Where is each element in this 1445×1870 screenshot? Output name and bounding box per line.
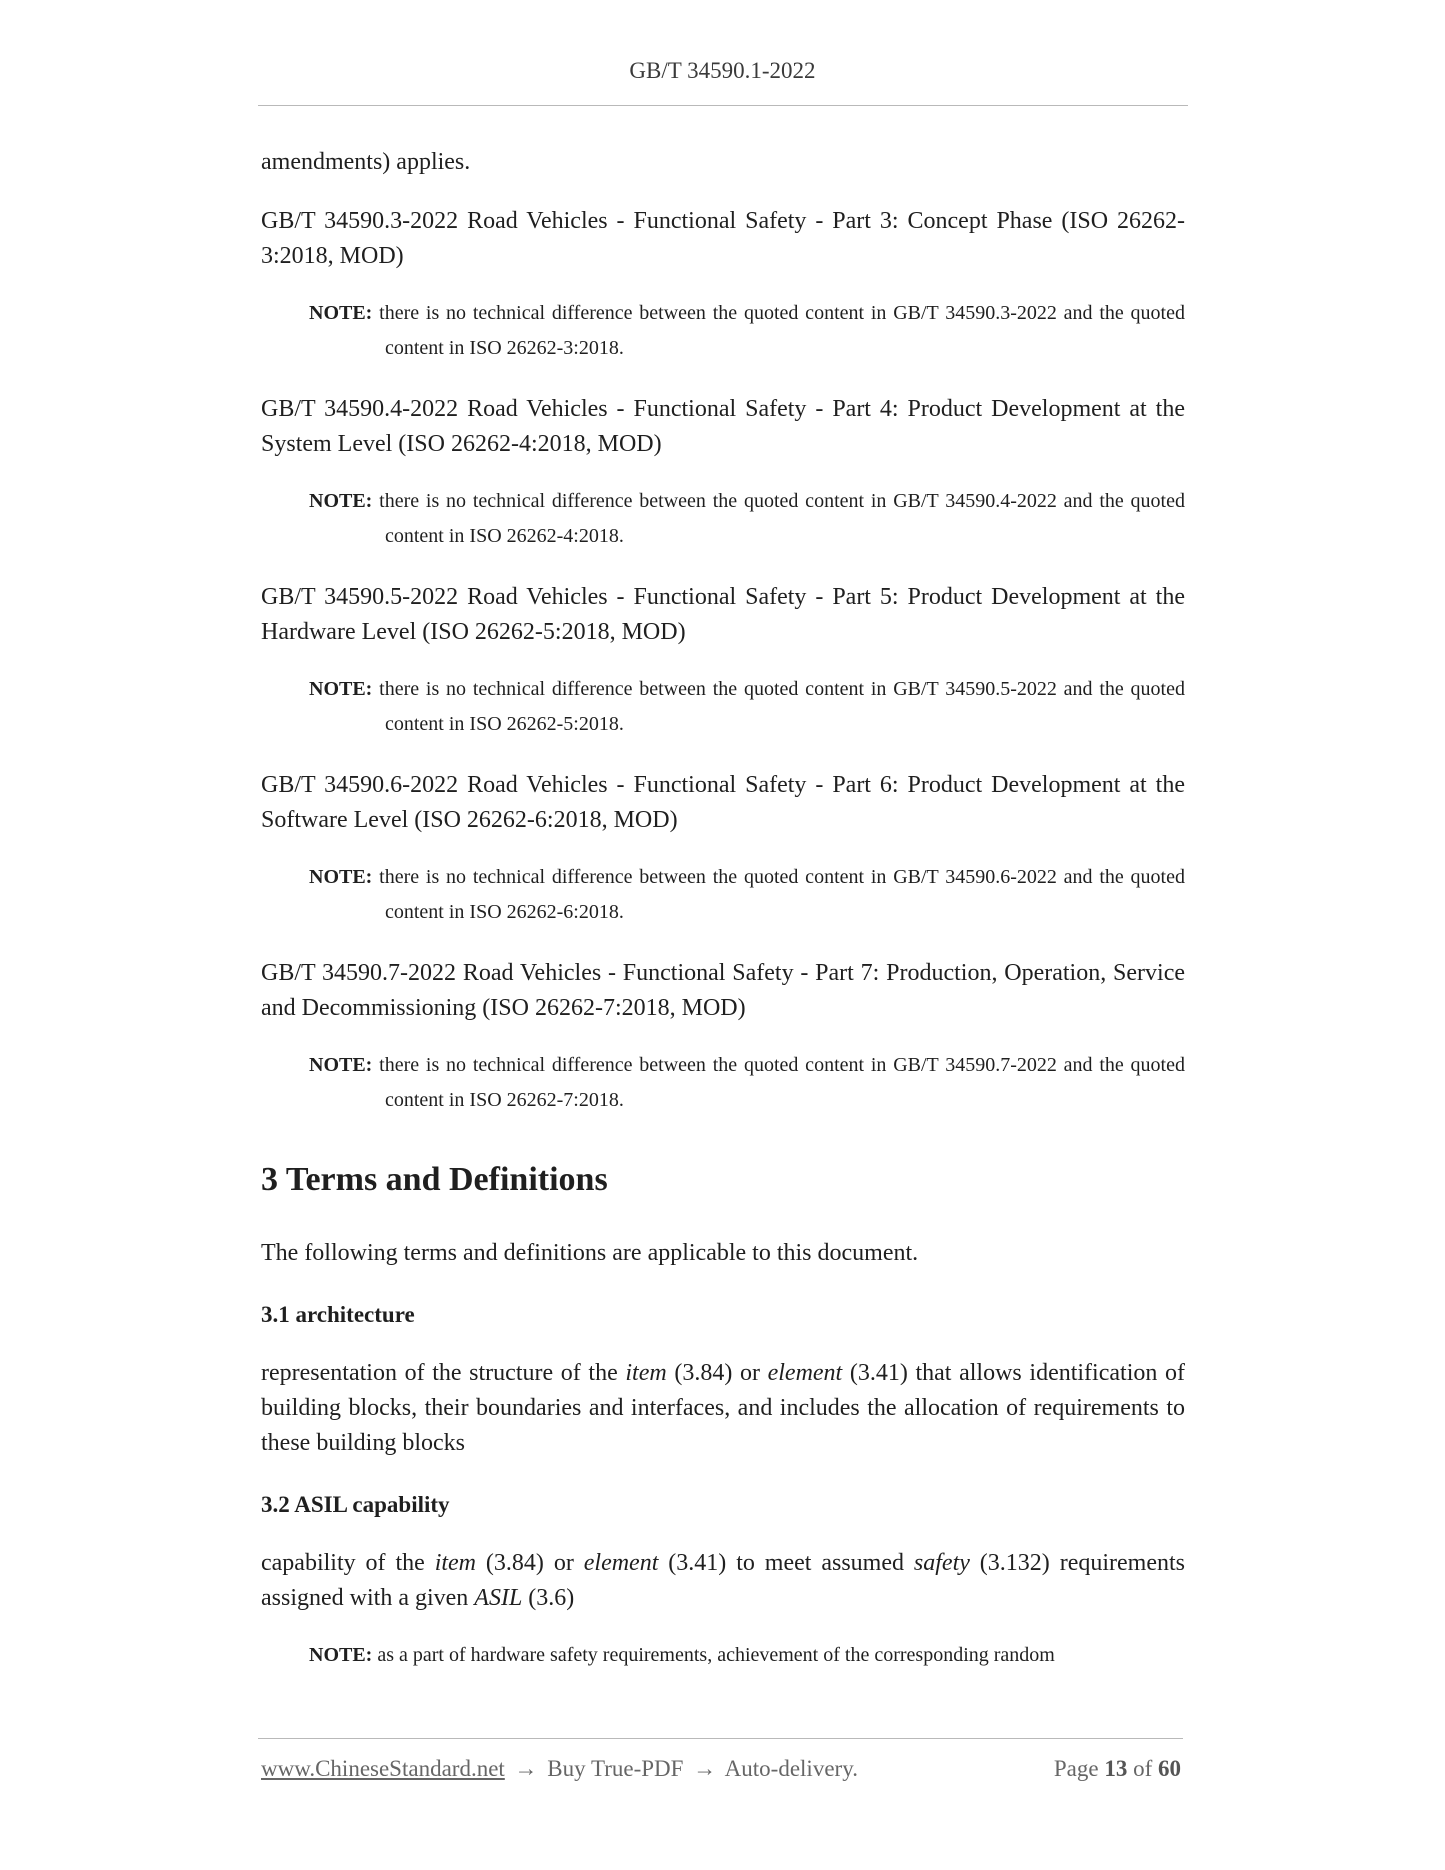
term-heading-architecture: 3.1 architecture xyxy=(261,1302,415,1327)
page-number xyxy=(1054,1756,1181,1782)
note-label: NOTE: xyxy=(309,302,373,324)
note-text: as a part of hardware safety requirements, achievement of the corresponding random xyxy=(377,1644,1055,1666)
definition-text: representation of the structure of the xyxy=(261,1360,626,1386)
definition-text: (3.84) or xyxy=(666,1360,768,1386)
term-reference-element: element xyxy=(583,1550,659,1576)
page-content xyxy=(261,145,1185,1699)
website-link[interactable]: www.ChineseStandard.net xyxy=(261,1756,505,1781)
of-label: of xyxy=(1133,1756,1153,1781)
section-intro: The following terms and definitions are applicable to this document. xyxy=(261,1240,919,1266)
definition-text: capability of the xyxy=(261,1550,435,1576)
total-pages: 60 xyxy=(1158,1756,1181,1781)
footer-promo xyxy=(261,1756,858,1782)
header-divider xyxy=(258,105,1188,106)
section-heading: 3 Terms and Definitions xyxy=(261,1161,608,1198)
note-text: there is no technical difference between the quoted content in GB/T 34590.4-2022 and the quoted content in ISO 26262-4:2018. xyxy=(379,490,1185,547)
note-part5 xyxy=(309,672,1185,742)
reference-part5: GB/T 34590.5-2022 Road Vehicles - Functional Safety - Part 5: Product Development at the Hardware Level (ISO 26262-5:2018, MOD) xyxy=(261,584,1185,645)
arrow-right-icon: → xyxy=(514,1756,538,1781)
note-text: there is no technical difference between the quoted content in GB/T 34590.7-2022 and the quoted content in ISO 26262-7:2018. xyxy=(379,1054,1185,1111)
page-label: Page xyxy=(1053,1756,1099,1781)
footer-divider xyxy=(258,1738,1183,1739)
continuation-text: amendments) applies. xyxy=(261,149,471,175)
auto-delivery-text: Auto-delivery. xyxy=(724,1756,858,1781)
term-reference-item: item xyxy=(434,1550,477,1576)
note-text: there is no technical difference between the quoted content in GB/T 34590.5-2022 and the quoted content in ISO 26262-5:2018. xyxy=(379,678,1185,735)
note-label: NOTE: xyxy=(309,1644,373,1666)
note-label: NOTE: xyxy=(309,866,373,888)
note-asil-capability xyxy=(309,1638,1185,1673)
note-label: NOTE: xyxy=(309,490,373,512)
note-text: there is no technical difference between the quoted content in GB/T 34590.3-2022 and the quoted content in ISO 26262-3:2018. xyxy=(379,302,1185,359)
note-label: NOTE: xyxy=(309,678,373,700)
term-reference-element: element xyxy=(767,1360,843,1386)
reference-part3: GB/T 34590.3-2022 Road Vehicles - Functional Safety - Part 3: Concept Phase (ISO 26262-3:2018, MOD) xyxy=(261,208,1185,269)
note-part6 xyxy=(309,860,1185,930)
definition-text: (3.6) xyxy=(522,1585,575,1611)
note-part7 xyxy=(309,1048,1185,1118)
term-definition-asil-capability xyxy=(261,1546,1185,1616)
term-reference-item: item xyxy=(625,1360,667,1386)
reference-part7: GB/T 34590.7-2022 Road Vehicles - Functional Safety - Part 7: Production, Operation, Service and Decommissioning (ISO 26262-7:2018, MOD) xyxy=(261,960,1185,1021)
definition-text: (3.132) requirements assigned with a given xyxy=(261,1550,1185,1611)
note-text: there is no technical difference between the quoted content in GB/T 34590.6-2022 and the quoted content in ISO 26262-6:2018. xyxy=(379,866,1185,923)
buy-pdf-text: Buy True-PDF xyxy=(547,1756,684,1781)
reference-part6: GB/T 34590.6-2022 Road Vehicles - Functional Safety - Part 6: Product Development at the Software Level (ISO 26262-6:2018, MOD) xyxy=(261,772,1185,833)
arrow-right-icon: → xyxy=(693,1756,717,1781)
term-reference-asil: ASIL xyxy=(474,1585,523,1611)
term-reference-safety: safety xyxy=(913,1550,970,1576)
note-label: NOTE: xyxy=(309,1054,373,1076)
term-heading-asil-capability: 3.2 ASIL capability xyxy=(261,1492,450,1517)
reference-part4: GB/T 34590.4-2022 Road Vehicles - Functional Safety - Part 4: Product Development at the System Level (ISO 26262-4:2018, MOD) xyxy=(261,396,1185,457)
term-definition-architecture xyxy=(261,1356,1185,1461)
current-page: 13 xyxy=(1104,1756,1128,1781)
definition-text: (3.41) that allows identification of building blocks, their boundaries and interfaces, and includes the allocation of requirements to these building blocks xyxy=(261,1360,1185,1456)
definition-text: (3.41) to meet assumed xyxy=(658,1550,914,1576)
note-part3 xyxy=(309,296,1185,366)
running-header: GB/T 34590.1-2022 xyxy=(629,58,816,83)
definition-text: (3.84) or xyxy=(476,1550,584,1576)
note-part4 xyxy=(309,484,1185,554)
